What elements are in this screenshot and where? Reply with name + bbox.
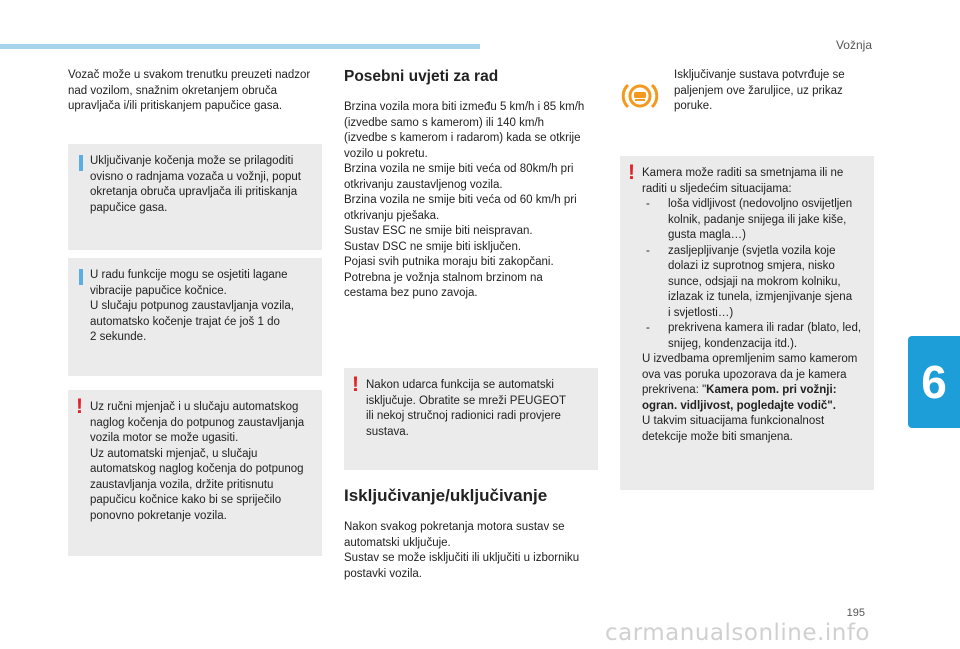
chapter-tab: 6 — [908, 336, 960, 428]
toggle-section — [344, 486, 598, 582]
watermark: carmanualsonline.info — [604, 620, 870, 646]
warning-exclamation-icon: ! — [352, 373, 359, 396]
camera-message: Kamera pom. pri vožnji: — [706, 384, 837, 396]
toggle-paragraph: Nakon svakog pokretanja motora sustav se automatski uključuje. Sustav se može isključiti ili uključiti u izborniku postavki vozila. — [344, 521, 580, 580]
icon-caption: Isključivanje sustava potvrđuje se paljenjem ove žaruljice, uz prikaz poruke. — [674, 69, 845, 112]
heading-special-conditions: Posebni uvjeti za rad — [344, 68, 499, 85]
column-2 — [344, 68, 598, 302]
special-conditions-paragraph: Brzina vozila mora biti između 5 km/h i 85 km/h (izvedbe samo s kamerom) ili 140 km/h (izvedbe s kamerom i radarom) kada se otkrije vozilo u pokretu. Brzina vozila ne smije biti veća od 80km/h pri otkrivanju zaustavljenog vozila. Brzina vozila ne smije biti veća od 60 km/h pri otkrivanju pješaka. Sustav ESC ne smije biti neispravan. Sustav DSC ne smije biti isključen. Pojasi svih putnika moraju biti zakopčani. Potrebna je vožnja stalnom brzinom na cestama bez puno zavoja. — [344, 101, 585, 299]
warning-box-gearbox: ! Uz ručni mjenjač i u slučaju automatskog naglog kočenja do potpunog zaustavljanja vozila motor se može ugasiti. Uz automatski mjenjač, u slučaju automatskog naglog kočenja do potpunog zaustavljanja vozila, držite pritisnutu papučicu kočnice kako bi se spriječilo ponovno pokretanje vozila. — [68, 390, 322, 556]
page-number: 195 — [846, 607, 865, 619]
info-marker — [79, 155, 83, 171]
header-accent-bar — [0, 44, 480, 49]
list-item: - loša vidljivost (nedovoljno osvijetljen kolnik, padanje snijega ili jake kiše, gusta magla…) — [646, 198, 853, 241]
list-item: - prekrivena kamera ili radar (blato, led, snijeg, kondenzacija itd.). — [646, 322, 862, 350]
section-name: Vožnja — [835, 38, 872, 52]
info-box-vibrations: U radu funkcije mogu se osjetiti lagane vibracije papučice kočnice. U slučaju potpunog zaustavljanja vozila, automatsko kočenje trajat će još 1 do 2 sekunde. — [68, 258, 322, 376]
warning-box-camera: ! Kamera može raditi sa smetnjama ili ne raditi u sljedećim situacijama: - loša vidljivost (nedovoljno osvijetljen kolnik, padanje snijega ili jake kiše, gusta magla…) - zasljepljivanje (svjetla vozila koje dolazi iz suprotnog smjera, nisko sunce, odsjaji na mokrom kolniku, izlazak iz tunela, izmjenjivanje sjena i svjetlosti…) - prekrivena kamera ili radar (blato, led, snijeg, kondenzacija itd.). U izvedbama opremljenim samo kamerom ova vas poruka upozorava da je kamera prekrivena: "Kamera pom. pri vožnji: ogran. vidljivost, pogledajte vodič". U takvim situacijama funkcionalnost detekcije može biti smanjena. — [620, 156, 874, 490]
warning-box-impact: ! Nakon udarca funkcija se automatski isključuje. Obratite se mreži PEUGEOT ili nekoj stručnoj radionici radi provjere sustava. — [344, 368, 598, 470]
info-box-adaptation: Uključivanje kočenja može se prilagoditi ovisno o radnjama vozača u vožnji, poput okretanja obruča upravljača ili pritiskanja papučice gasa. — [68, 144, 322, 250]
list-item: - zasljepljivanje (svjetla vozila koje dolazi iz suprotnog smjera, nisko sunce, odsjaji na mokrom kolniku, izlazak iz tunela, izmjenjivanje sjena i svjetlosti…) — [646, 244, 853, 319]
intro-paragraph: Vozač može u svakom trenutku preuzeti nadzor nad vozilom, snažnim okretanjem obruča upravljača i/ili pritiskanjem papučice gasa. — [68, 69, 311, 112]
info-marker — [79, 269, 83, 285]
camera-message: ogran. vidljivost, pogledajte vodič". — [642, 399, 836, 412]
heading-toggle: Isključivanje/uključivanje — [344, 486, 548, 505]
column-1 — [68, 68, 322, 115]
warning-exclamation-icon: ! — [76, 395, 83, 418]
brake-warning-icon — [620, 76, 660, 116]
warning-exclamation-icon: ! — [628, 161, 635, 184]
